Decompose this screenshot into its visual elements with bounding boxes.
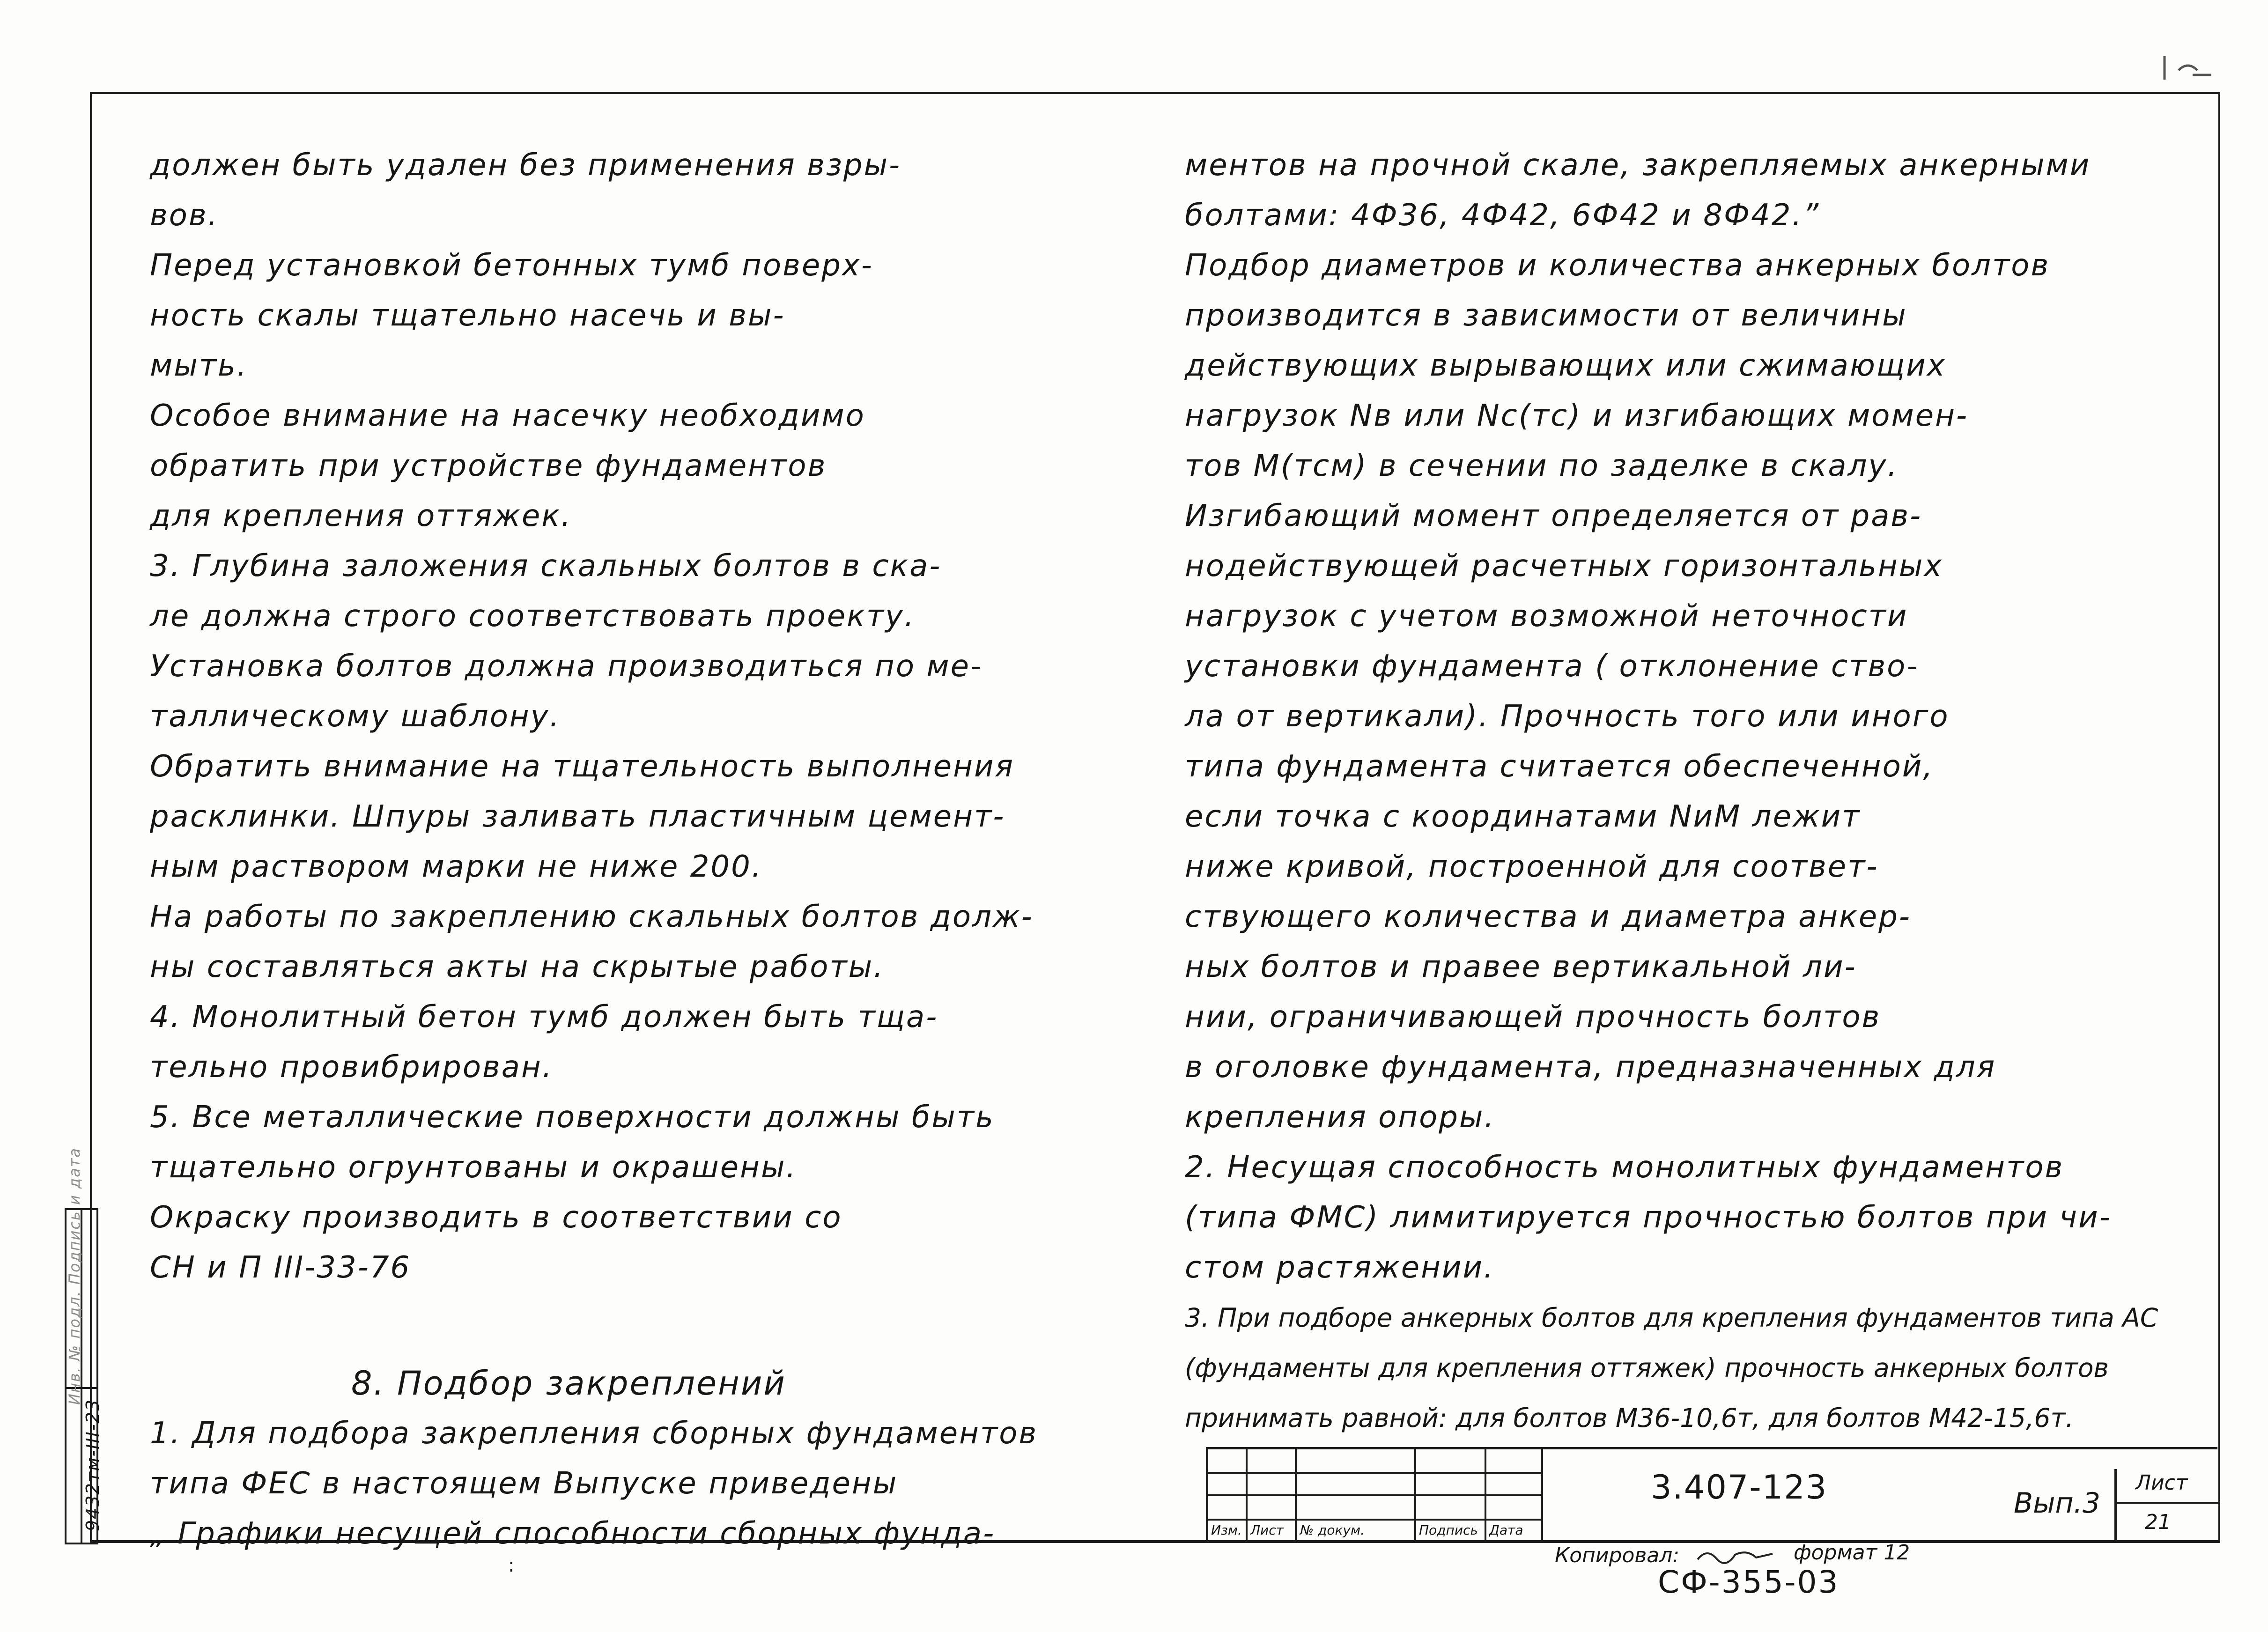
text-line: ниже кривой, построенной для соответ- bbox=[1185, 849, 1879, 884]
text-line: вов. bbox=[150, 198, 219, 233]
right-text-column bbox=[1185, 140, 2196, 1443]
document-number: 3.407-123 bbox=[1651, 1468, 1828, 1506]
column-head-date: Дата bbox=[1489, 1522, 1523, 1538]
sheet-box bbox=[2114, 1469, 2220, 1541]
text-line: болтами: 4Ф36, 4Ф42, 6Ф42 и 8Ф42.” bbox=[1185, 198, 1820, 233]
copied-by-label: Копировал: bbox=[1555, 1543, 1680, 1567]
text-line: ла от вертикали). Прочность того или иного bbox=[1185, 699, 1950, 734]
text-line: 2. Несущая способность монолитных фундаментов bbox=[1185, 1150, 2064, 1185]
text-line: типа фундамента считается обеспеченной, bbox=[1185, 749, 1934, 784]
text-line: действующих вырывающих или сжимающих bbox=[1185, 348, 1946, 383]
left-text-column bbox=[150, 140, 1115, 1559]
text-line: установки фундамента ( отклонение ство- bbox=[1185, 649, 1919, 684]
column-head-doc-number: № докум. bbox=[1300, 1522, 1365, 1538]
text-line: ных болтов и правее вертикальной ли- bbox=[1185, 950, 1857, 984]
text-line: обратить при устройстве фундаментов bbox=[150, 449, 827, 483]
text-line: нагрузок Nв или Nс(тс) и изгибающих момен- bbox=[1185, 399, 1969, 433]
text-line: ны составляться акты на скрытые работы. bbox=[150, 950, 885, 984]
text-line: Особое внимание на насечку необходимо bbox=[150, 399, 865, 433]
sheet-number: 21 bbox=[2145, 1510, 2171, 1534]
text-line: в оголовке фундамента, предназначенных для bbox=[1185, 1050, 1996, 1085]
corner-mark bbox=[2160, 52, 2216, 84]
text-line: ствующего количества и диаметра анкер- bbox=[1185, 900, 1911, 934]
revision-grid bbox=[1208, 1449, 1543, 1541]
grid-line bbox=[1208, 1472, 1541, 1474]
grid-line bbox=[2117, 1502, 2220, 1504]
text-line-small: (фундаменты для крепления оттяжек) прочность анкерных болтов bbox=[1185, 1353, 2109, 1383]
text-line: На работы по закреплению скальных болтов долж- bbox=[150, 900, 1034, 934]
text-line: нодействующей расчетных горизонтальных bbox=[1185, 549, 1943, 583]
text-line: ность скалы тщательно насечь и вы- bbox=[150, 298, 785, 333]
text-line: ментов на прочной скале, закрепляемых анкерными bbox=[1185, 148, 2091, 183]
text-line: Подбор диаметров и количества анкерных болтов bbox=[1185, 248, 2050, 283]
spacer bbox=[150, 1293, 1115, 1359]
text-line: 3. Глубина заложения скальных болтов в ска- bbox=[150, 549, 942, 583]
text-line: расклинки. Шпуры заливать пластичным цемент- bbox=[150, 799, 1005, 834]
grid-line bbox=[1208, 1519, 1541, 1521]
text-line: крепления опоры. bbox=[1185, 1100, 1495, 1135]
text-line: (типа ФМС) лимитируется прочностью болтов при чи- bbox=[1185, 1200, 2112, 1235]
sheet-label: Лист bbox=[2135, 1471, 2188, 1495]
side-stamp-code: 9432тм-III-23 bbox=[82, 1399, 103, 1531]
text-line: Окраску производить в соответствии со bbox=[150, 1200, 842, 1235]
text-line: 5. Все металлические поверхности должны быть bbox=[150, 1100, 995, 1135]
text-line: тов М(тсм) в сечении по заделке в скалу. bbox=[1185, 449, 1899, 483]
side-stamp-faint-text: Инв. № подл. Подпись и дата bbox=[66, 1147, 83, 1405]
signature-scribble bbox=[1695, 1545, 1775, 1564]
text-line: ле должна строго соответствовать проекту. bbox=[150, 599, 916, 634]
text-line: стом растяжении. bbox=[1185, 1250, 1495, 1285]
text-line: Установка болтов должна производиться по ме- bbox=[150, 649, 983, 684]
text-line: тельно провибрирован. bbox=[150, 1050, 554, 1085]
text-line: производится в зависимости от величины bbox=[1185, 298, 1907, 333]
text-line: ным раствором марки не ниже 200. bbox=[150, 849, 763, 884]
format-label: формат 12 bbox=[1794, 1541, 1910, 1565]
text-line: 4. Монолитный бетон тумб должен быть тща- bbox=[150, 1000, 938, 1034]
text-line: „ Графики несущей способности сборных фунда- bbox=[150, 1516, 996, 1551]
column-head-signature: Подпись bbox=[1419, 1522, 1478, 1538]
text-line: тщательно огрунтованы и окрашены. bbox=[150, 1150, 797, 1185]
text-line: Перед установкой бетонных тумб поверх- bbox=[150, 248, 873, 283]
section-heading: 8. Подбор закреплений bbox=[351, 1364, 786, 1403]
issue-number: Вып.3 bbox=[2014, 1487, 2101, 1520]
text-line: если точка с координатами NиМ лежит bbox=[1185, 799, 1861, 834]
text-line-small: 3. При подборе анкерных болтов для крепления фундаментов типа АС bbox=[1185, 1303, 2158, 1333]
text-line: мыть. bbox=[150, 348, 248, 383]
copy-code: СФ-355-03 bbox=[1658, 1564, 1840, 1600]
text-line: должен быть удален без применения взры- bbox=[150, 148, 901, 183]
text-line-small: принимать равной: для болтов М36-10,6т, для болтов М42-15,6т. bbox=[1185, 1403, 2074, 1433]
text-line: 1. Для подбора закрепления сборных фундаментов bbox=[150, 1416, 1038, 1451]
text-line: нагрузок с учетом возможной неточности bbox=[1185, 599, 1908, 634]
title-block bbox=[1206, 1447, 2217, 1541]
text-line: типа ФЕС в настоящем Выпуске приведены bbox=[150, 1466, 898, 1501]
text-line: Изгибающий момент определяется от рав- bbox=[1185, 499, 1922, 533]
text-line: СН и П III-33-76 bbox=[150, 1250, 411, 1285]
grid-line bbox=[1208, 1494, 1541, 1496]
text-line: таллическому шаблону. bbox=[150, 699, 561, 734]
column-head-sheet: Лист bbox=[1250, 1522, 1284, 1538]
text-line: для крепления оттяжек. bbox=[150, 499, 572, 533]
stray-mark: : bbox=[508, 1555, 515, 1576]
column-head-change: Изм. bbox=[1211, 1522, 1242, 1538]
text-line: Обратить внимание на тщательность выполнения bbox=[150, 749, 1015, 784]
text-line: нии, ограничивающей прочность болтов bbox=[1185, 1000, 1881, 1034]
